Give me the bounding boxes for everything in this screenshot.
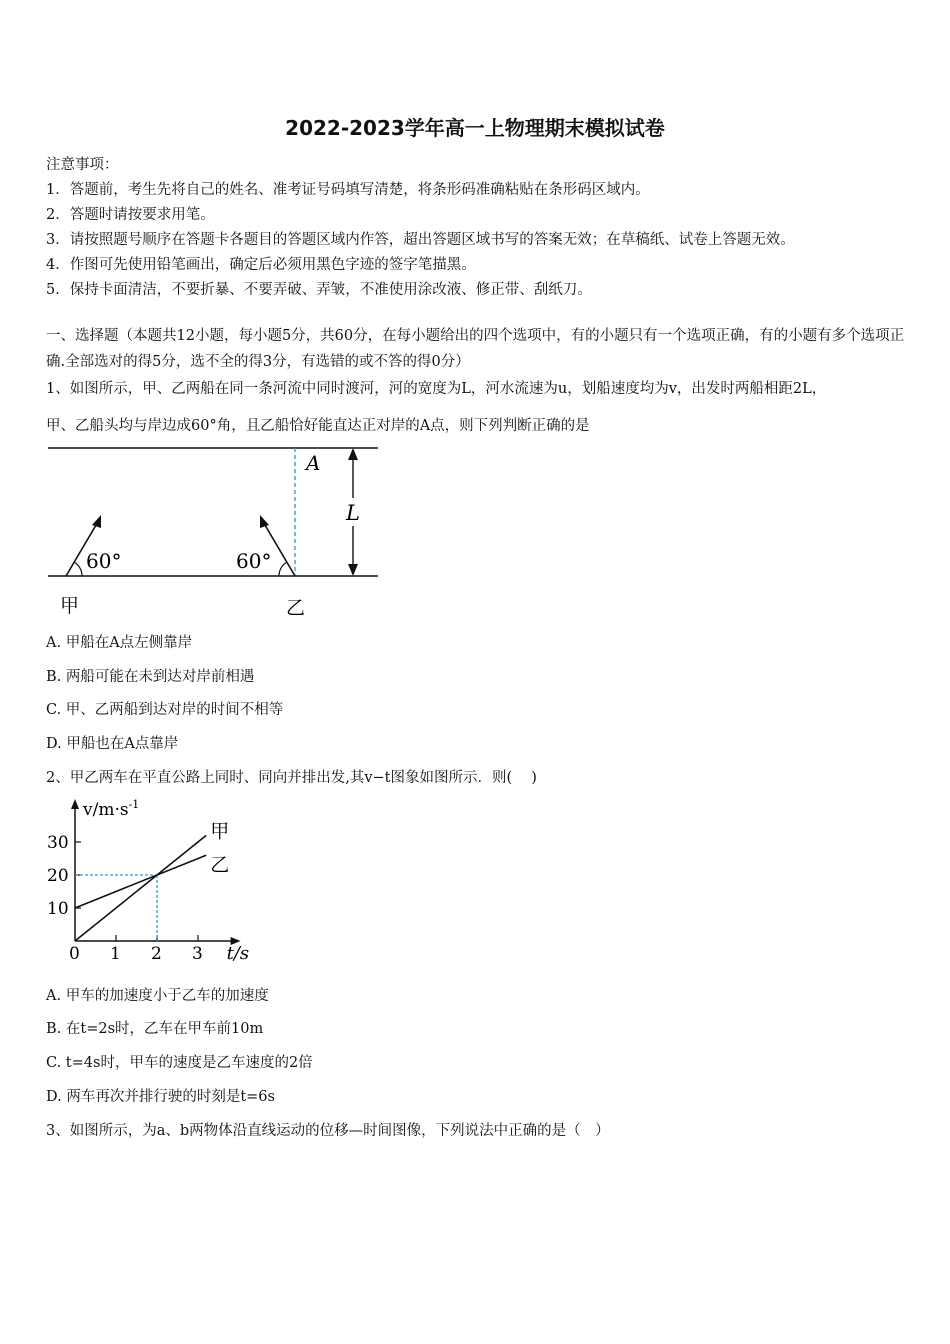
q2-option-c: C. t=4s时，甲车的速度是乙车速度的2倍 — [46, 1055, 313, 1071]
notice-item: 3．请按照题号顺序在答题卡各题目的答题区域内作答，超出答题区域书写的答案无效；在草稿纸、试卷上答题无效。 — [46, 232, 795, 248]
arrow-head — [92, 515, 101, 528]
q3-stem: 3、如图所示，为a、b两物体沿直线运动的位移—时间图像，下列说法中正确的是（ ） — [46, 1123, 610, 1139]
q1-option-b: B. 两船可能在未到达对岸前相遇 — [46, 669, 255, 685]
width-l-label: L — [346, 501, 360, 525]
notice-heading: 注意事项： — [46, 157, 119, 173]
q2-option-d: D. 两车再次并排行驶的时刻是t=6s — [46, 1089, 275, 1105]
series-line-yi — [75, 855, 206, 908]
x-tick-label: 1 — [110, 944, 121, 964]
x-tick-label: 3 — [192, 944, 203, 964]
q1-stem-line1: 1、如图所示，甲、乙两船在同一条河流中同时渡河，河的宽度为L，河水流速为u，划船速度均为v，出发时两船相距2L， — [46, 381, 827, 397]
y-axis-label-exponent: -1 — [128, 798, 140, 811]
x-tick-label: 0 — [69, 944, 80, 964]
notice-item: 1．答题前，考生先将自己的姓名、准考证号码填写清楚，将条形码准确粘贴在条形码区域内。 — [46, 182, 650, 198]
notice-item: 4．作图可先使用铅笔画出，确定后必须用黑色字迹的签字笔描黑。 — [46, 257, 476, 273]
arrow-head — [260, 515, 269, 528]
page-title: 2022-2023学年高一上物理期末模拟试卷 — [285, 116, 665, 140]
angle-label: 60° — [236, 549, 272, 573]
y-tick-label: 10 — [47, 899, 69, 919]
x-axis-label: t/s — [226, 943, 250, 964]
q1-option-c: C. 甲、乙两船到达对岸的时间不相等 — [46, 702, 284, 718]
q2-option-a: A. 甲车的加速度小于乙车的加速度 — [46, 988, 269, 1004]
vt-chart — [40, 795, 260, 965]
q1-option-d: D. 甲船也在A点靠岸 — [46, 736, 179, 752]
q2-option-b: B. 在t=2s时，乙车在甲车前10m — [46, 1021, 264, 1037]
q1-option-a: A. 甲船在A点左侧靠岸 — [46, 635, 193, 651]
q1-stem-line2: 甲、乙船头均与岸边成60°角，且乙船恰好能直达正对岸的A点，则下列判断正确的是 — [46, 418, 590, 434]
arrow-head-up — [348, 448, 358, 460]
x-tick-label: 2 — [151, 944, 162, 964]
notice-item: 2．答题时请按要求用笔。 — [46, 207, 215, 223]
series-label: 乙 — [210, 854, 230, 877]
notice-item: 5．保持卡面清洁，不要折暴、不要弄破、弄皱，不准使用涂改液、修正带、刮纸刀。 — [46, 282, 592, 298]
point-a-label: A — [306, 451, 321, 475]
arrow-head-down — [348, 564, 358, 576]
y-tick-label: 20 — [47, 866, 69, 886]
section-intro: 一、选择题（本题共12小题，每小题5分，共60分，在每小题给出的四个选项中，有的小题只有一个选项正确，有的小题有多个选项正确.全部选对的得5分，选不全的得3分，有选错的或不答的得0分） — [46, 328, 905, 370]
series-line-jia — [75, 835, 206, 941]
boat-jia-label: 甲 — [60, 595, 80, 617]
y-tick-label: 30 — [47, 833, 69, 853]
y-axis-label: $v/m\cdot s^{-1}$ — [83, 798, 140, 820]
angle-label: 60° — [86, 549, 122, 573]
series-label: 甲 — [210, 820, 230, 843]
river-diagram — [40, 440, 390, 620]
q2-stem: 2、甲乙两车在平直公路上同时、同向并排出发,其v−t图象如图所示．则( ) — [46, 770, 537, 786]
y-axis-arrow — [71, 799, 79, 809]
boat-yi-label: 乙 — [286, 597, 306, 619]
